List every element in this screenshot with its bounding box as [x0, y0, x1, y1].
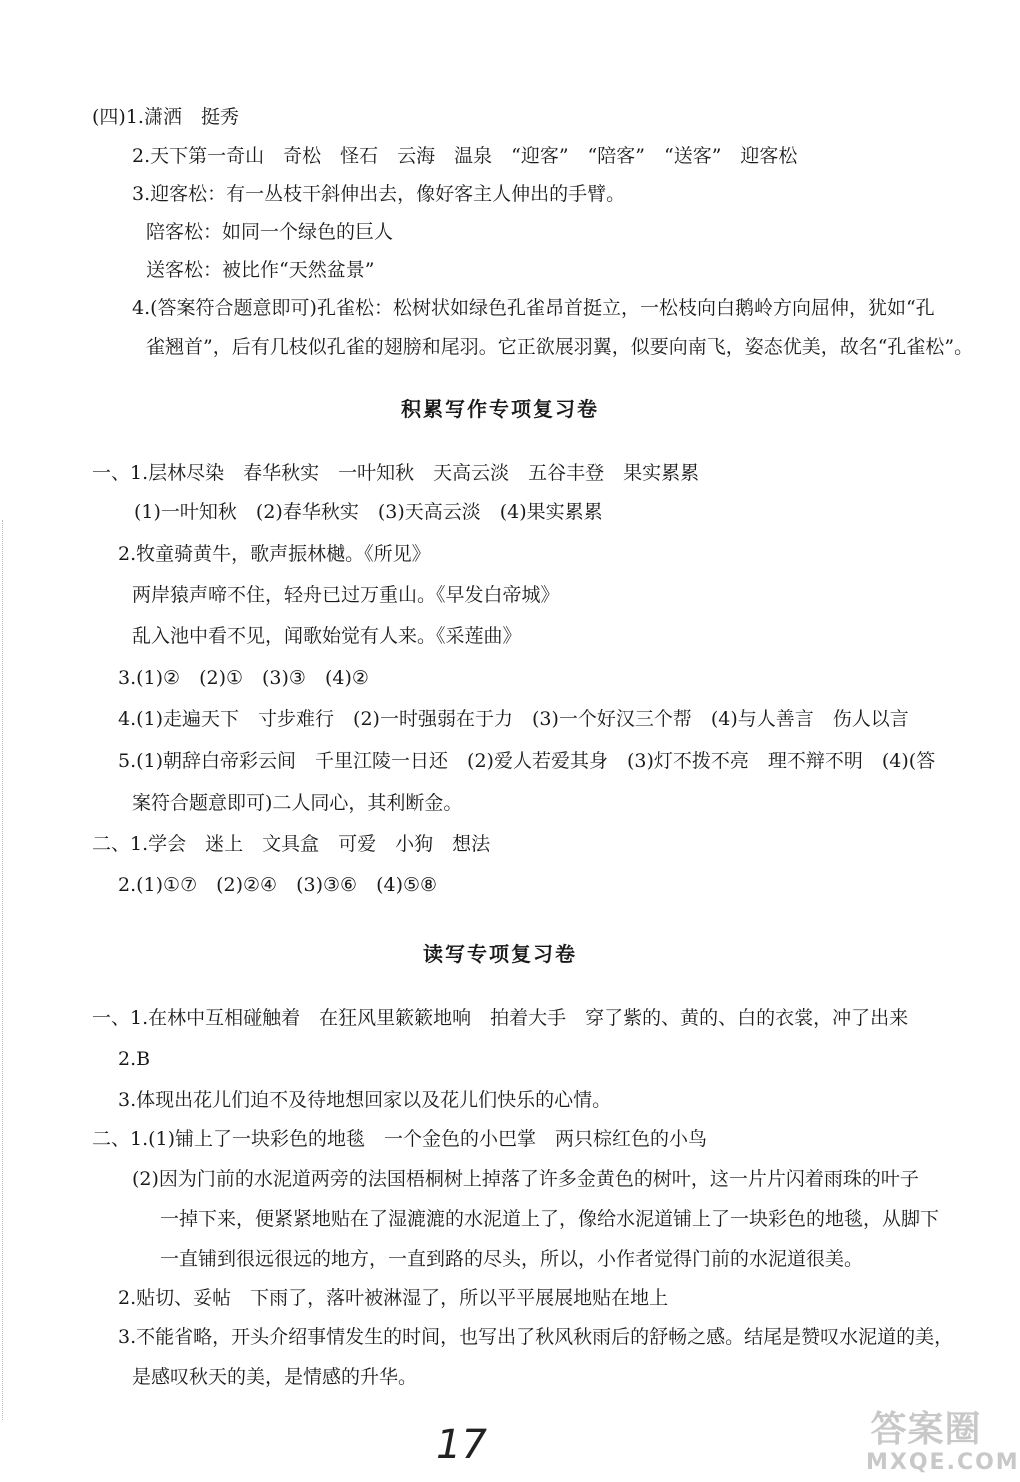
answer-line: 乱入池中看不见，闻歌始觉有人来。《采莲曲》 — [132, 625, 522, 647]
section-title: 读写专项复习卷 — [423, 942, 577, 966]
watermark-url: MXQE.COM — [866, 1450, 1020, 1475]
answer-line: (四)1.潇洒 挺秀 — [92, 106, 239, 128]
answer-line: 2.(1)①⑦ (2)②④ (3)③⑥ (4)⑤⑧ — [118, 874, 438, 896]
answer-line: 2.B — [118, 1048, 151, 1070]
answer-line: 5.(1)朝辞白帝彩云间 千里江陵一日还 (2)爱人若爱其身 (3)灯不拨不亮 理不辩不明 (4)(答 — [118, 750, 936, 772]
answer-line: 陪客松：如同一个绿色的巨人 — [146, 221, 394, 243]
answer-line: 2.牧童骑黄牛，歌声振林樾。《所见》 — [118, 543, 431, 565]
page-number: 17 — [436, 1422, 487, 1468]
answer-line: 4.(答案符合题意即可)孔雀松：松树状如绿色孔雀昂首挺立，一松枝向白鹅岭方向屈伸，犹如“孔 — [132, 297, 935, 319]
answer-line: 一掉下来，便紧紧地贴在了湿漉漉的水泥道上了，像给水泥道铺上了一块彩色的地毯，从脚下 — [160, 1208, 940, 1230]
answer-line: 3.不能省略，开头介绍事情发生的时间，也写出了秋风秋雨后的舒畅之感。结尾是赞叹水泥道的美， — [118, 1326, 954, 1348]
answer-line: 一、1.层林尽染 春华秋实 一叶知秋 天高云淡 五谷丰登 果实累累 — [92, 462, 700, 484]
answer-line: 二、1.学会 迷上 文具盒 可爱 小狗 想法 — [92, 833, 491, 855]
left-margin-dots — [2, 520, 3, 1420]
answer-line: (2)因为门前的水泥道两旁的法国梧桐树上掉落了许多金黄色的树叶，这一片片闪着雨珠的叶子 — [132, 1168, 919, 1190]
section-title: 积累写作专项复习卷 — [401, 397, 599, 421]
answer-line: 二、1.(1)铺上了一块彩色的地毯 一个金色的小巴掌 两只棕红色的小鸟 — [92, 1128, 708, 1150]
watermark-title: 答案圈 — [870, 1409, 982, 1450]
answer-line: 2.天下第一奇山 奇松 怪石 云海 温泉 “迎客” “陪客” “送客” 迎客松 — [132, 145, 798, 167]
answer-line: (1)一叶知秋 (2)春华秋实 (3)天高云淡 (4)果实累累 — [134, 501, 603, 523]
answer-line: 案符合题意即可)二人同心，其利断金。 — [132, 792, 463, 814]
answer-line: 2.贴切、妥帖 下雨了，落叶被淋湿了，所以平平展展地贴在地上 — [118, 1287, 669, 1309]
answer-line: 送客松：被比作“天然盆景” — [146, 259, 375, 281]
answer-line: 3.体现出花儿们迫不及待地想回家以及花儿们快乐的心情。 — [118, 1089, 612, 1111]
answer-line: 一直铺到很远很远的地方，一直到路的尽头，所以，小作者觉得门前的水泥道很美。 — [160, 1248, 864, 1270]
answer-line: 是感叹秋天的美，是情感的升华。 — [132, 1366, 418, 1388]
answer-line: 两岸猿声啼不住，轻舟已过万重山。《早发白帝城》 — [132, 584, 560, 606]
answer-line: 雀翘首”，后有几枝似孔雀的翅膀和尾羽。它正欲展羽翼，似要向南飞，姿态优美，故名“孔雀松”。 — [146, 336, 974, 358]
answer-line: 3.(1)② (2)① (3)③ (4)② — [118, 667, 369, 689]
answer-line: 一、1.在林中互相碰触着 在狂风里簌簌地响 拍着大手 穿了紫的、黄的、白的衣裳，冲了出来 — [92, 1007, 909, 1029]
answer-line: 3.迎客松：有一丛枝干斜伸出去，像好客主人伸出的手臂。 — [132, 183, 626, 205]
watermark-logo — [866, 1409, 1020, 1476]
answer-line: 4.(1)走遍天下 寸步难行 (2)一时强弱在于力 (3)一个好汉三个帮 (4)与人善言 伤人以言 — [118, 708, 909, 730]
